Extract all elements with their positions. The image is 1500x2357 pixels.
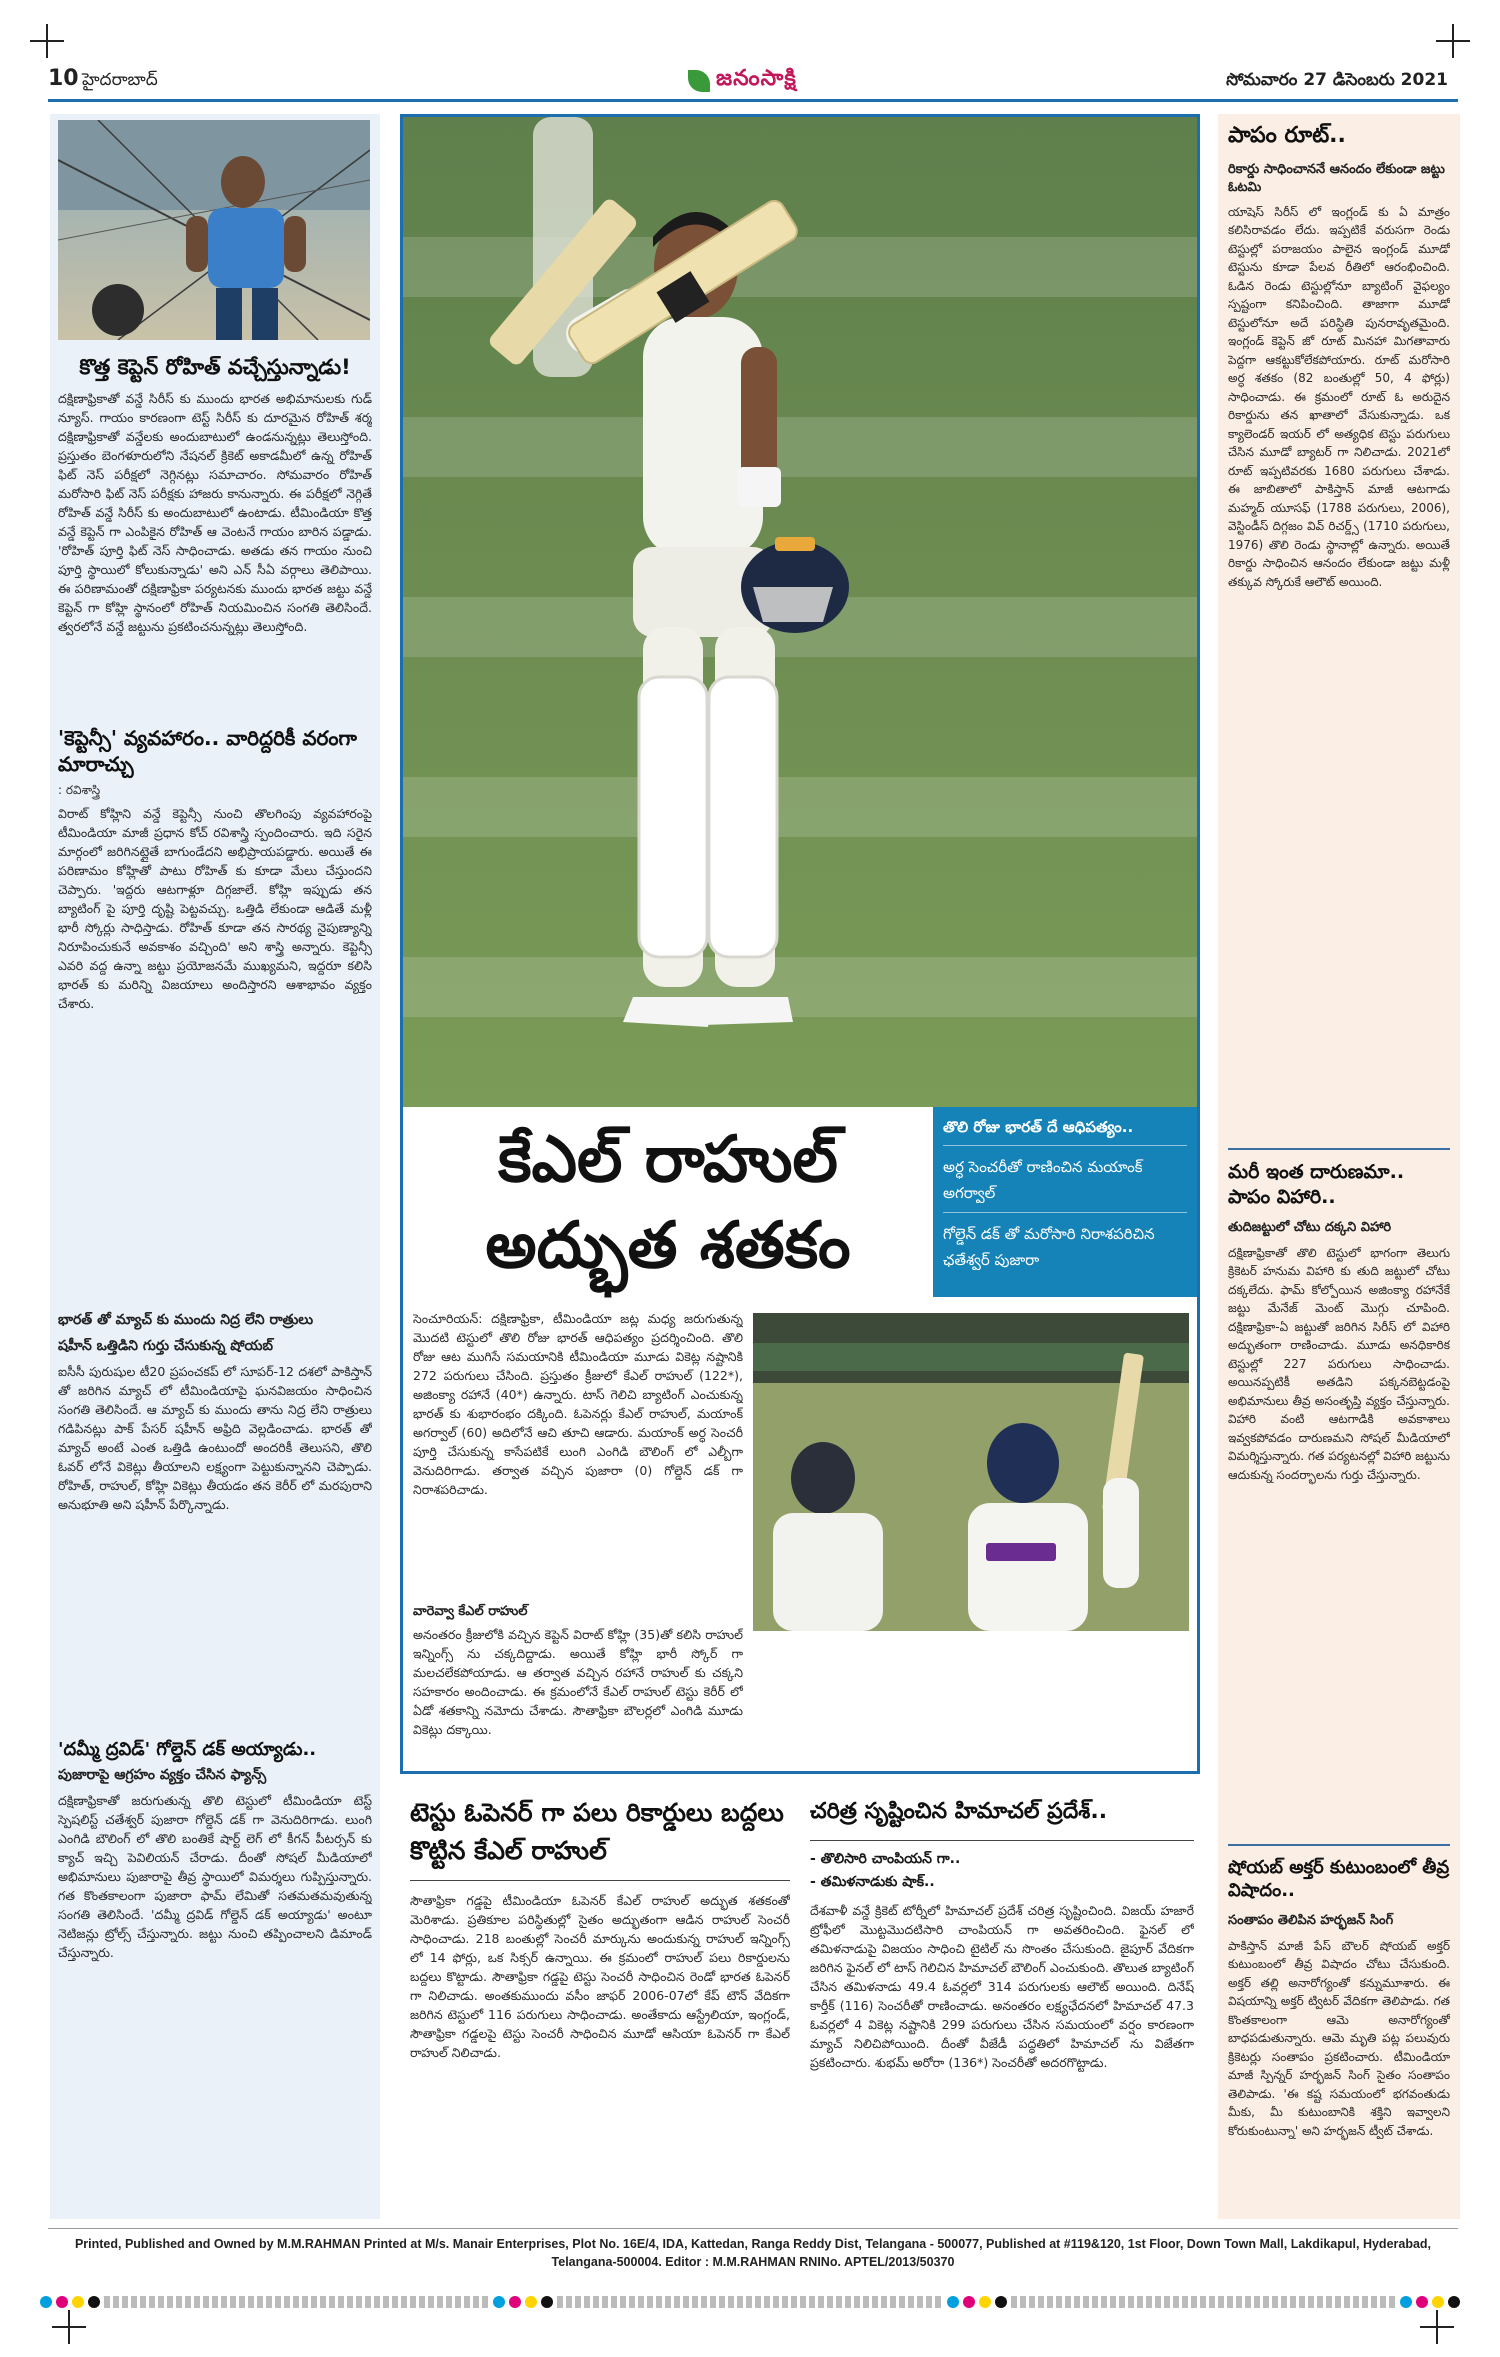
- page-number: 10: [48, 66, 79, 91]
- color-swatch: [72, 2296, 84, 2308]
- story-subhead: తుదిజట్టులో చోటు దక్కని విహారి: [1228, 1220, 1392, 1236]
- registration-mark: [30, 24, 64, 58]
- color-swatch: [1448, 2296, 1460, 2308]
- story-headline: షోయబ్ అక్తర్ కుటుంబంలో తీవ్ర విషాదం..: [1228, 1856, 1450, 1901]
- tint-bar: [557, 2296, 942, 2308]
- imprint-line: Printed, Published and Owned by M.M.RAHMAN Printed at M/s. Manair Enterprises, Plot No. 16E/4, IDA, Kattedan, Ranga Reddy Dist, Telangana - 500077, Published at #119&120, 1st Floor, Down Town Mall, Lakdikapul, Hyderabad,: [74, 2237, 1432, 2251]
- masthead-title: జనంసాక్షి: [716, 66, 797, 91]
- story-body: దేశవాళీ వన్డే క్రికెట్ టోర్నీలో హిమాచల్ ప్రదేశ్ చరిత్ర సృష్టించింది. విజయ్ హజారే ట్రోఫీలో మొట్టమొదటిసారి చాంపియన్ గా అవతరించింది. ఫైనల్ లో తమిళనాడుపై విజయం సాధించి టైటిల్ ను సొంతం చేసుకుంది. జైపూర్ వేదికగా జరిగిన ఫైనల్ లో టాస్ గెలిచిన హిమాచల్ బౌలింగ్ ఎంచుకుంది. తొలుత బ్యాటింగ్ చేసిన తమిళనాడు 49.4 ఓవర్లలో 314 పరుగులకు ఆలౌట్ అయింది. దినేష్ కార్తీక్ (116) సెంచరీతో రాణించాడు. అనంతరం లక్ష్యఛేదనలో హిమాచల్ 47.3 ఓవర్లలో 4 వికెట్ల నష్టానికి 299 పరుగులు చేసిన సమయంలో వర్షం కారణంగా మ్యాచ్ నిలిచిపోయింది. దీంతో వీజేడీ పద్ధతిలో హిమాచల్ ను విజేతగా ప్రకటించారు. శుభమ్ అరోరా (136*) సెంచరీతో అదరగొట్టాడు.: [810, 1903, 1194, 2070]
- registration-mark: [52, 2310, 86, 2344]
- print-color-bar: [40, 2292, 1460, 2312]
- story-body: దక్షిణాఫ్రికాతో వన్డే సిరీస్ కు ముందు భారత అభిమానులకు గుడ్ న్యూస్. గాయం కారణంగా టెస్ట్ సిరీస్ కు దూరమైన రోహిత్ శర్మ దక్షిణాఫ్రికాతో వన్డేలకు అందుబాటులో ఉండనున్నట్లు తెలుస్తోంది. ప్రస్తుతం బెంగళూరులోని నేషనల్ క్రికెట్ అకాడమీలో ఉన్న రోహిత్ ఫిట్ నెస్ పరీక్షలో నెగ్గినట్లు సమాచారం. సోమవారం రోహిత్ మరోసారి ఫిట్ నెస్ పరీక్షకు హాజరు కానున్నారు. ఈ పరీక్షలో నెగ్గితే రోహిత్ వన్డే సిరీస్ కు అందుబాటులో ఉంటాడు. టీమిండియా కొత్త వన్డే కెప్టెన్ గా ఎంపికైన రోహిత్ ఆ వెంటనే గాయం బారిన పడ్డాడు. 'రోహిత్ పూర్తి ఫిట్ నెస్ సాధించాడు. అతడు తన గాయం నుంచి పూర్తి స్థాయిలో కోలుకున్నాడు' అని ఎన్ సీఏ వర్గాలు తెలిపాయి. ఈ పరిణామంతో దక్షిణాఫ్రికా పర్యటనకు ముందు భారత జట్టు వన్డే కెప్టెన్ గా కోహ్లి స్థానంలో రోహిత్ నియమించిన సంగతి తెలిసిందే. త్వరలోనే వన్డే జట్టును ప్రకటించనున్నట్లు తెలుస్తోంది.: [58, 391, 372, 635]
- registration-mark: [1436, 24, 1470, 58]
- story-subhead: సంతాపం తెలిపిన హర్భజన్ సింగ్: [1228, 1913, 1394, 1929]
- story-body: పాకిస్తాన్ మాజీ పేస్ బౌలర్ షోయబ్ అక్తర్ కుటుంబంలో తీవ్ర విషాదం చోటు చేసుకుంది. అక్తర్ తల్లి అనారోగ్యంతో కన్నుమూశారు. ఈ విషయాన్ని అక్తర్ ట్విటర్ వేదికగా తెలిపాడు. గత కొంతకాలంగా ఆమె అనారోగ్యంతో బాధపడుతున్నారు. ఆమె మృతి పట్ల పలువురు క్రికెటర్లు సంతాపం ప్రకటించారు. టీమిండియా మాజీ స్పిన్నర్ హర్భజన్ సింగ్ సైతం సంతాపం తెలిపాడు. 'ఈ కష్ట సమయంలో భగవంతుడు మీకు, మీ కుటుంబానికి శక్తిని ఇవ్వాలని కోరుకుంటున్నా' అని హర్భజన్ ట్వీట్ చేశాడు.: [1228, 1938, 1450, 2138]
- edition-city: హైదరాబాద్: [82, 70, 158, 90]
- right-column: [1218, 114, 1460, 2219]
- color-swatch: [56, 2296, 68, 2308]
- story-body: సెంచూరియన్: దక్షిణాఫ్రికా, టీమిండియా జట్ల మధ్య జరుగుతున్న మొదటి టెస్టులో తొలి రోజు భారత్ ఆధిపత్యం ప్రదర్శించింది. తొలి రోజు ఆట ముగిసే సమయానికి టీమిండియా మూడు వికెట్ల నష్టానికి 272 పరుగులు చేసింది. ప్రస్తుతం క్రీజులో కేఎల్ రాహుల్ (122*), అజింక్యా రహానే (40*) ఉన్నారు. టాస్ గెలిచి బ్యాటింగ్ ఎంచుకున్న భారత్ కు శుభారంభం దక్కింది. ఓపెనర్లు కేఎల్ రాహుల్, మయాంక్ అగర్వాల్ (60) అదిలోనే ఆచి తూచి ఆడారు. మయాంక్ అర్ధ సెంచరీ పూర్తి చేసుకున్న కాసేపటికే లుంగి ఎంగిడి బౌలింగ్ లో ఎల్బీగా వెనుదిరిగాడు. తర్వాత వచ్చిన పుజారా (0) గోల్డెన్ డక్ గా నిరాశపరిచాడు.: [413, 1311, 743, 1497]
- color-swatch: [1400, 2296, 1412, 2308]
- masthead-logo: [688, 64, 797, 98]
- story-headline: భారత్ తో మ్యాచ్ కు ముందు నిద్ర లేని రాత్రులు: [58, 1312, 314, 1329]
- middle-column: [400, 114, 1200, 2219]
- rohit-training-photo: [58, 120, 370, 340]
- story-headline: చరిత్ర సృష్టించిన హిమాచల్ ప్రదేశ్..: [810, 1799, 1108, 1824]
- highlight-item: గోల్డెన్ డక్ తో మరోసారి నిరాశపరిచిన ఛతేశ్వర్ పుజారా: [943, 1225, 1155, 1269]
- story-headline: కొత్త కెప్టెన్ రోహిత్ వచ్చేస్తున్నాడు!: [79, 355, 351, 379]
- story-body: సౌతాఫ్రికా గడ్డపై టీమిండియా ఓపెనర్ కేఎల్ రాహుల్ అద్భుత శతకంతో మెరిశాడు. ప్రతికూల పరిస్థితుల్లో సైతం అద్భుతంగా ఆడిన రాహుల్ సెంచరీ సాధించాడు. 218 బంతుల్లో సెంచరీ మార్కును అందుకున్న రాహుల్ ఇన్నింగ్స్ లో 14 ఫోర్లు, ఒక సిక్సర్ ఉన్నాయి. ఈ క్రమంలో రాహుల్ పలు రికార్డులను బద్దలు కొట్టాడు. సౌతాఫ్రికా గడ్డపై టెస్టు సెంచరీ సాధించిన రెండో భారత ఓపెనర్ గా నిలిచాడు. అంతకుముందు వసీం జాఫర్ 2006-07లో కేప్ టౌన్ వేదికగా జరిగిన టెస్టులో 116 పరుగులు సాధించాడు. అంతేకాదు ఆస్ట్రేలియా, ఇంగ్లండ్, సౌతాఫ్రికా గడ్డలపై టెస్టు సెంచరీ సాధించిన మూడో ఆసియా ఓపెనర్ గా కేఎల్ రాహుల్ నిలిచాడు.: [410, 1893, 790, 2060]
- color-swatch: [541, 2296, 553, 2308]
- main-headline-line1: కేఎల్ రాహుల్: [498, 1123, 838, 1197]
- story-headline: 'కెప్టెన్సీ' వ్యవహారం.. వారిద్దరికీ వరంగా మారాచ్చు: [58, 726, 357, 777]
- story-subhead: వారెవ్వా కేఎల్ రాహుల్: [413, 1604, 528, 1619]
- color-swatch: [525, 2296, 537, 2308]
- photo-illustration: [58, 120, 370, 340]
- color-swatch: [1432, 2296, 1444, 2308]
- story-byline: : రవిశాస్త్రి: [58, 783, 101, 798]
- story-body: దక్షిణాఫ్రికాతో జరుగుతున్న తొలి టెస్టులో టీమిండియా టెస్ట్ స్పెషలిస్ట్ చతేశ్వర్ పుజారా గోల్డెన్ డక్ గా వెనుదిరిగాడు. లుంగి ఎంగిడి బౌలింగ్ లో తొలి బంతికే షార్ట్ లెగ్ లో కీగన్ పీటర్సన్ కు క్యాచ్ ఇచ్చి పెవిలియన్ చేరాడు. దీంతో సోషల్ మీడియాలో అభిమానులు పుజారాపై తీవ్ర స్థాయిలో విమర్శలు గుప్పిస్తున్నారు. గత కొంతకాలంగా పుజారా ఫామ్ లేమితో సతమతమవుతున్న సంగతి తెలిసిందే. 'దమ్మీ ద్రవిడ్ గోల్డెన్ డక్ అయ్యాడు' అంటూ నెటిజన్లు ట్రోల్స్ చేస్తున్నారు. జట్టు నుంచి తప్పించాలని డిమాండ్ చేస్తున్నారు.: [58, 1793, 372, 1961]
- registration-mark: [1420, 2310, 1454, 2344]
- divider: [810, 1840, 1194, 1841]
- color-swatch: [88, 2296, 100, 2308]
- color-swatch: [963, 2296, 975, 2308]
- page-header: [48, 64, 1458, 102]
- story-body: యాషెస్ సిరీస్ లో ఇంగ్లండ్ కు ఏ మాత్రం కలిసిరావడం లేదు. ఇప్పటికే వరుసగా రెండు టెస్టుల్లో పరాజయం పాలైన ఇంగ్లండ్ మూడో టెస్టును కూడా పేలవ రీతిలో ఆరంభించింది. ఓడిన రెండు టెస్టుల్లోనూ బ్యాటింగ్ వైఫల్యం స్పష్టంగా కనిపించింది. తాజాగా మూడో టెస్టులోనూ అదే పరిస్థితి పునరావృతమైంది. ఇంగ్లండ్ కెప్టెన్ జో రూట్ మినహా మిగతావారు పెద్దగా ఆకట్టుకోలేకపోయారు. రూట్ మరోసారి అర్ధ శతకం (82 బంతుల్లో 50, 4 ఫోర్లు) సాధించాడు. ఈ క్రమంలో రూట్ ఓ అరుదైన రికార్డును తన ఖాతాలో వేసుకున్నాడు. ఒక క్యాలెండర్ ఇయర్ లో అత్యధిక టెస్టు పరుగులు చేసిన మూడో బ్యాటర్ గా నిలిచాడు. 2021లో రూట్ ఇప్పటివరకు 1680 పరుగులు చేశాడు. ఈ జాబితాలో పాకిస్తాన్ మాజీ ఆటగాడు మహ్మద్ యూసఫ్ (1788 పరుగులు, 2006), వెస్టిండీస్ దిగ్గజం వివ్ రిచర్డ్స్ (1710 పరుగులు, 1976) తొలి రెండు స్థానాల్లో ఉన్నారు. అయితే రికార్డు సాధించిన ఆనందం లేకుండా జట్టు మళ్లీ తక్కువ స్కోరుకే ఆలౌట్ అయింది.: [1228, 204, 1450, 589]
- divider: [1228, 1148, 1450, 1150]
- dateline: సోమవారం 27 డిసెంబరు 2021: [1226, 70, 1448, 90]
- photo-illustration: [753, 1313, 1189, 1631]
- color-swatch: [979, 2296, 991, 2308]
- main-headline-line2: అద్భుత శతకం: [485, 1209, 851, 1283]
- story-headline: మరీ ఇంత దారుణమా.. పాపం విహారి..: [1228, 1160, 1405, 1208]
- story-body: ఐసీసీ పురుషుల టీ20 ప్రపంచకప్ లో సూపర్-12 దశలో పాకిస్తాన్ తో జరిగిన మ్యాచ్ లో టీమిండియాపై ఘనవిజయం సాధించిన సంగతి తెలిసిందే. ఆ మ్యాచ్ కు ముందు తాను నిద్ర లేని రాత్రులు గడిపినట్లు పాక్ పేసర్ షహీన్ అఫ్రిది వెల్లడించాడు. భారత్ తో మ్యాచ్ అంటే ఎంత ఒత్తిడి ఉంటుందో అందరికీ తెలుసని, తొలి ఓవర్ లోనే వికెట్లు తీయాలని లక్ష్యంగా పెట్టుకున్నానని చెప్పాడు. రోహిత్, రాహుల్, కోహ్లి వికెట్లు తీయడం తన కెరీర్ లో మరపురాని అనుభూతి అని షహీన్ పేర్కొన్నాడు.: [58, 1364, 372, 1513]
- divider: [1228, 1844, 1450, 1846]
- imprint-footer: [48, 2228, 1458, 2286]
- color-swatch: [995, 2296, 1007, 2308]
- photo-illustration: [403, 117, 1197, 1107]
- leaf-icon: [688, 70, 710, 92]
- story-subhead: షహీన్ ఒత్తిడిని గుర్తు చేసుకున్న షోయబ్: [58, 1337, 273, 1354]
- tint-bar: [104, 2296, 489, 2308]
- highlight-item: అర్ధ సెంచరీతో రాణించిన మయాంక్ అగర్వాల్: [943, 1154, 1187, 1213]
- story-point: - తమిళనాడుకు షాక్..: [810, 1874, 935, 1890]
- story-subhead: పుజారాపై ఆగ్రహం వ్యక్తం చేసిన ఫ్యాన్స్: [58, 1766, 267, 1783]
- color-swatch: [509, 2296, 521, 2308]
- story-body: దక్షిణాఫ్రికాతో తొలి టెస్టులో భాగంగా తెలుగు క్రికెటర్ హనుమ విహారి కు తుది జట్టులో చోటు దక్కలేదు. ఫామ్ కోల్పోయిన అజింక్యా రహానేకే జట్టు మేనేజ్ మెంట్ మొగ్గు చూపింది. దక్షిణాఫ్రికా-ఏ జట్టుతో జరిగిన సిరీస్ లో విహారి అద్భుతంగా రాణించాడు. మూడు అనధికారిక టెస్టుల్లో 227 పరుగులు సాధించాడు. అయినప్పటికీ అతడిని పక్కనబెట్టడంపై అభిమానులు తీవ్ర అసంతృప్తి వ్యక్తం చేస్తున్నారు. విహారి వంటి ఆటగాడికి అవకాశాలు ఇవ్వకపోవడం దారుణమని సోషల్ మీడియాలో విమర్శిస్తున్నారు. గత పర్యటనల్లో విహారి జట్టును ఆదుకున్న సందర్భాలను గుర్తు చేస్తున్నారు.: [1228, 1245, 1450, 1482]
- story-body: విరాట్ కోహ్లిని వన్డే కెప్టెన్సీ నుంచి తొలగింపు వ్యవహారంపై టీమిండియా మాజీ ప్రధాన కోచ్ రవిశాస్త్రి స్పందించారు. ఇది సరైన మార్గంలో జరిగినట్లైతే బాగుండేదని అభిప్రాయపడ్డారు. అయితే ఈ పరిణామం కోహ్లితో పాటు రోహిత్ కు కూడా మేలు చేస్తుందని చెప్పారు. 'ఇద్దరు ఆటగాళ్లూ దిగ్గజాలే. కోహ్లి ఇప్పుడు తన బ్యాటింగ్ పై పూర్తి దృష్టి పెట్టవచ్చు. ఒత్తిడి లేకుండా ఆడితే మళ్లీ భారీ స్కోర్లు సాధిస్తాడు. రోహిత్ కూడా తన సారథ్య నైపుణ్యాన్ని నిరూపించుకునే అవకాశం వచ్చింది' అని శాస్త్రి అన్నారు. కెప్టెన్సీ ఎవరి వద్ద ఉన్నా జట్టు ప్రయోజనమే ముఖ్యమని, ఇద్దరూ కలిసి భారత్ కు మరిన్ని విజయాలు అందిస్తారని ఆశాభావం వ్యక్తం చేశారు.: [58, 806, 372, 1012]
- main-headline: [403, 1107, 933, 1297]
- left-column: [50, 114, 380, 2219]
- color-swatch: [947, 2296, 959, 2308]
- color-swatch: [1416, 2296, 1428, 2308]
- color-swatch: [493, 2296, 505, 2308]
- highlight-item: తొలి రోజు భారత్ దే ఆధిపత్యం..: [943, 1115, 1187, 1146]
- highlights-box: [933, 1107, 1197, 1297]
- rahul-celebration-photo: [403, 117, 1197, 1107]
- story-body: అనంతరం క్రీజులోకి వచ్చిన కెప్టెన్ విరాట్ కోహ్లి (35)తో కలిసి రాహుల్ ఇన్నింగ్స్ ను చక్కదిద్దాడు. అయితే కోహ్లి భారీ స్కోర్ గా మలచలేకపోయాడు. ఆ తర్వాత వచ్చిన రహానే రాహుల్ కు చక్కని సహకారం అందించాడు. ఈ క్రమంలోనే కేఎల్ రాహుల్ టెస్టు కెరీర్ లో ఏడో శతకాన్ని నమోదు చేశాడు. సౌతాఫ్రికా బౌలర్లలో ఎంగిడి మూడు వికెట్లు దక్కాయి.: [413, 1627, 743, 1738]
- tint-bar: [1011, 2296, 1396, 2308]
- story-subhead: రికార్డు సాధించాననే ఆనందం లేకుండా జట్టు ఓటమి: [1228, 161, 1445, 195]
- rahul-mayank-photo: [753, 1313, 1189, 1631]
- story-headline: టెస్టు ఓపెనర్ గా పలు రికార్డులు బద్దలు కొట్టిన కేఎల్ రాహుల్: [410, 1798, 784, 1865]
- divider: [410, 1880, 790, 1881]
- story-point: - తొలిసారి చాంపియన్ గా..: [810, 1851, 961, 1867]
- color-swatch: [40, 2296, 52, 2308]
- story-headline: 'దమ్మీ ద్రవిడ్' గోల్డెన్ డక్ అయ్యాడు..: [58, 1739, 317, 1761]
- story-headline: పాపం రూట్..: [1228, 123, 1346, 148]
- imprint-line: Telangana-500004. Editor : M.M.RAHMAN RNINo. APTEL/2013/50370: [551, 2255, 955, 2269]
